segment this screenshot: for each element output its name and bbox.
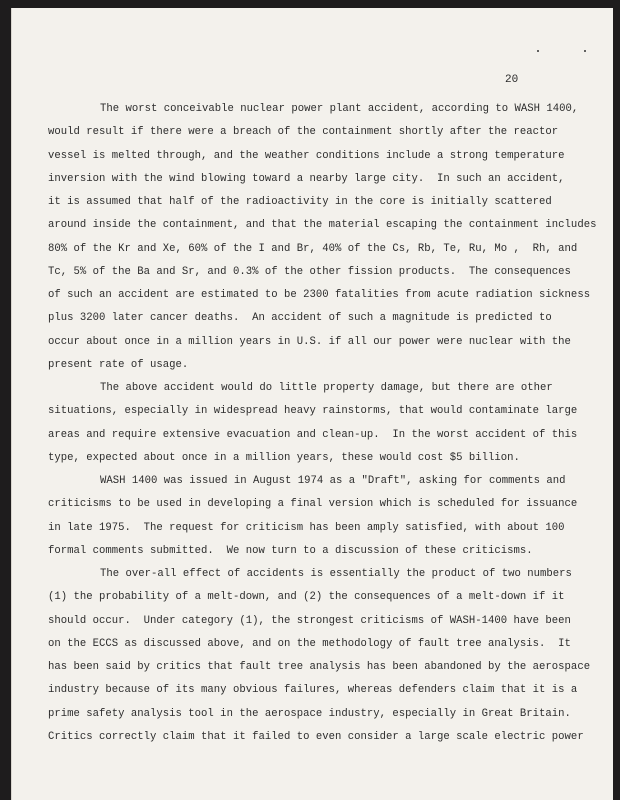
text-line: in late 1975. The request for criticism has been amply satisfied, with about 100 (48, 521, 565, 534)
text-line: of such an accident are estimated to be 2300 fatalities from acute radiation sickness (48, 289, 591, 301)
text-line: inversion with the wind blowing toward a nearby large city. In such an accident, (48, 172, 565, 185)
text-line: formal comments submitted. We now turn to a discussion of these criticisms. (48, 544, 533, 557)
text-line: occur about once in a million years in U.S. if all our power were nuclear with the (48, 335, 571, 348)
text-line: would result if there were a breach of the containment shortly after the reactor (48, 126, 559, 139)
document-page (11, 8, 613, 800)
text-line: prime safety analysis tool in the aerospace industry, especially in Great Britain. (48, 707, 571, 720)
text-line: on the ECCS as discussed above, and on the methodology of fault tree analysis. It (48, 637, 571, 650)
page-number: 20 (505, 74, 519, 86)
paragraph-2 (48, 377, 576, 470)
text-line: type, expected about once in a million years, these would cost $5 billion. (48, 451, 520, 464)
text-line: The over-all effect of accidents is essentially the product of two numbers (100, 568, 572, 580)
text-line: The above accident would do little property damage, but there are other (100, 382, 553, 394)
speck-mark (584, 50, 586, 52)
text-line: vessel is melted through, and the weather conditions include a strong temperature (48, 149, 565, 162)
text-line: should occur. Under category (1), the strongest criticisms of WASH-1400 have been (48, 614, 571, 627)
text-line: Critics correctly claim that it failed to even consider a large scale electric power (48, 730, 584, 743)
paragraph-1 (48, 98, 597, 377)
text-line: Tc, 5% of the Ba and Sr, and 0.3% of the other fission products. The consequences (48, 265, 571, 278)
text-line: situations, especially in widespread heavy rainstorms, that would contaminate large (48, 405, 578, 418)
text-line: plus 3200 later cancer deaths. An accident of such a magnitude is predicted to (48, 312, 552, 325)
text-line: criticisms to be used in developing a final version which is scheduled for issuance (48, 498, 578, 511)
text-line: 80% of the Kr and Xe, 60% of the I and Br, 40% of the Cs, Rb, Te, Ru, Mo , Rh, and (48, 242, 578, 255)
text-line: industry because of its many obvious failures, whereas defenders claim that it is a (48, 684, 578, 697)
text-line: has been said by critics that fault tree analysis has been abandoned by the aerospace (48, 661, 591, 673)
text-line: it is assumed that half of the radioactivity in the core is initially scattered (48, 196, 552, 208)
text-line: areas and require extensive evacuation and clean-up. In the worst accident of this (48, 428, 578, 441)
text-line: WASH 1400 was issued in August 1974 as a "Draft", asking for comments and (100, 475, 566, 487)
text-line: The worst conceivable nuclear power plant accident, according to WASH 1400, (100, 103, 579, 115)
speck-mark (537, 50, 539, 52)
paragraph-3 (48, 470, 576, 563)
text-line: around inside the containment, and that the material escaping the containment includes (48, 219, 597, 232)
text-line: present rate of usage. (48, 358, 189, 371)
body-text (48, 98, 597, 749)
text-line: (1) the probability of a melt-down, and (2) the consequences of a melt-down if it (48, 591, 565, 604)
paragraph-4 (48, 563, 591, 749)
